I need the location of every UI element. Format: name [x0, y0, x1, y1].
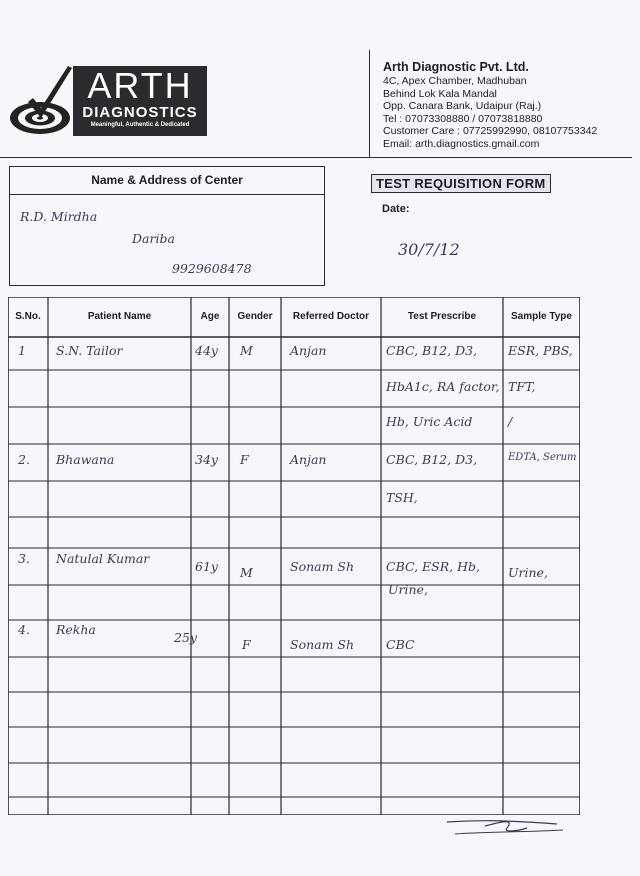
entry-test: Urine,	[388, 582, 428, 597]
logo-wordmark	[73, 66, 207, 136]
entry-referred-doctor: Sonam Sh	[290, 637, 355, 652]
center-address-box	[9, 166, 325, 286]
logo-subtitle: DIAGNOSTICS	[82, 104, 198, 121]
entry-sno: 1	[18, 343, 26, 358]
entry-gender: F	[240, 452, 249, 467]
company-tel: Tel : 07073308880 / 07073818880	[383, 112, 543, 125]
entry-referred-doctor: Sonam Sh	[290, 559, 355, 574]
col-header-gender: Gender	[237, 311, 273, 322]
header-divider-vertical	[369, 50, 370, 158]
col-header-sno: S.No.	[15, 311, 41, 322]
entry-referred-doctor: Anjan	[290, 343, 327, 358]
entry-test: CBC	[386, 637, 415, 652]
entry-sno: 4.	[18, 622, 30, 637]
entry-test: Hb, Uric Acid	[386, 414, 473, 429]
entry-test: TSH,	[386, 490, 418, 505]
entry-patient-name: Rekha	[56, 622, 96, 637]
logo-title: ARTH	[87, 65, 193, 106]
entry-age: 34y	[195, 452, 218, 467]
entry-test: CBC, B12, D3,	[386, 343, 478, 358]
entry-test: CBC, ESR, Hb,	[386, 559, 480, 574]
col-header-patient-name: Patient Name	[87, 311, 152, 322]
company-name: Arth Diagnostic Pvt. Ltd.	[383, 60, 529, 74]
entry-gender: F	[242, 637, 251, 652]
entry-sample-type: EDTA, Serum	[508, 452, 577, 463]
center-heading: Name & Address of Center	[10, 167, 324, 195]
col-header-referred-doctor: Referred Doctor	[292, 311, 370, 322]
entry-age: 25y	[174, 630, 197, 645]
form-title: TEST REQUISITION FORM	[371, 174, 551, 193]
date-label: Date:	[382, 203, 410, 215]
customer-care: Customer Care : 07725992990, 08107753342	[383, 125, 598, 138]
logo-tagline: Meaningful, Authentic & Dedicated	[90, 122, 190, 128]
company-email: Email: arth.diagnostics.gmail.com	[383, 137, 540, 150]
col-header-test-prescribe: Test Prescribe	[407, 311, 477, 322]
address-line: Opp. Canara Bank, Udaipur (Raj.)	[383, 100, 542, 113]
entry-sample-type: ESR, PBS,	[508, 343, 573, 358]
entry-referred-doctor: Anjan	[290, 452, 327, 467]
company-info	[383, 60, 633, 151]
entry-age: 61y	[195, 559, 218, 574]
col-header-sample-type: Sample Type	[511, 311, 572, 322]
target-check-icon	[8, 62, 76, 140]
entry-test: HbA1c, RA factor,	[386, 379, 500, 394]
header-divider	[0, 157, 632, 158]
entry-sno: 2.	[18, 452, 30, 467]
address-line: Behind Lok Kala Mandal	[383, 87, 497, 100]
entry-sample-type: Urine,	[508, 565, 548, 580]
entry-gender: M	[240, 565, 253, 580]
entry-test: CBC, B12, D3,	[386, 452, 478, 467]
entry-sno: 3.	[18, 551, 30, 566]
entry-patient-name: Bhawana	[56, 452, 115, 467]
date-value: 30/7/12	[398, 240, 460, 259]
center-name: R.D. Mirdha	[20, 209, 98, 224]
entry-patient-name: Natulal Kumar	[56, 551, 150, 566]
entry-sample-type: TFT,	[508, 379, 536, 394]
entry-patient-name: S.N. Tailor	[56, 343, 123, 358]
entry-gender: M	[240, 343, 253, 358]
center-phone: 9929608478	[172, 261, 252, 276]
entry-age: 44y	[195, 343, 218, 358]
center-address: Dariba	[132, 231, 175, 246]
signature-mark	[445, 812, 565, 838]
test-requisition-table	[8, 297, 580, 815]
company-logo	[8, 62, 213, 140]
entry-sample-type: /	[508, 414, 513, 429]
col-header-age: Age	[200, 311, 220, 322]
address-line: 4C, Apex Chamber, Madhuban	[383, 75, 527, 87]
